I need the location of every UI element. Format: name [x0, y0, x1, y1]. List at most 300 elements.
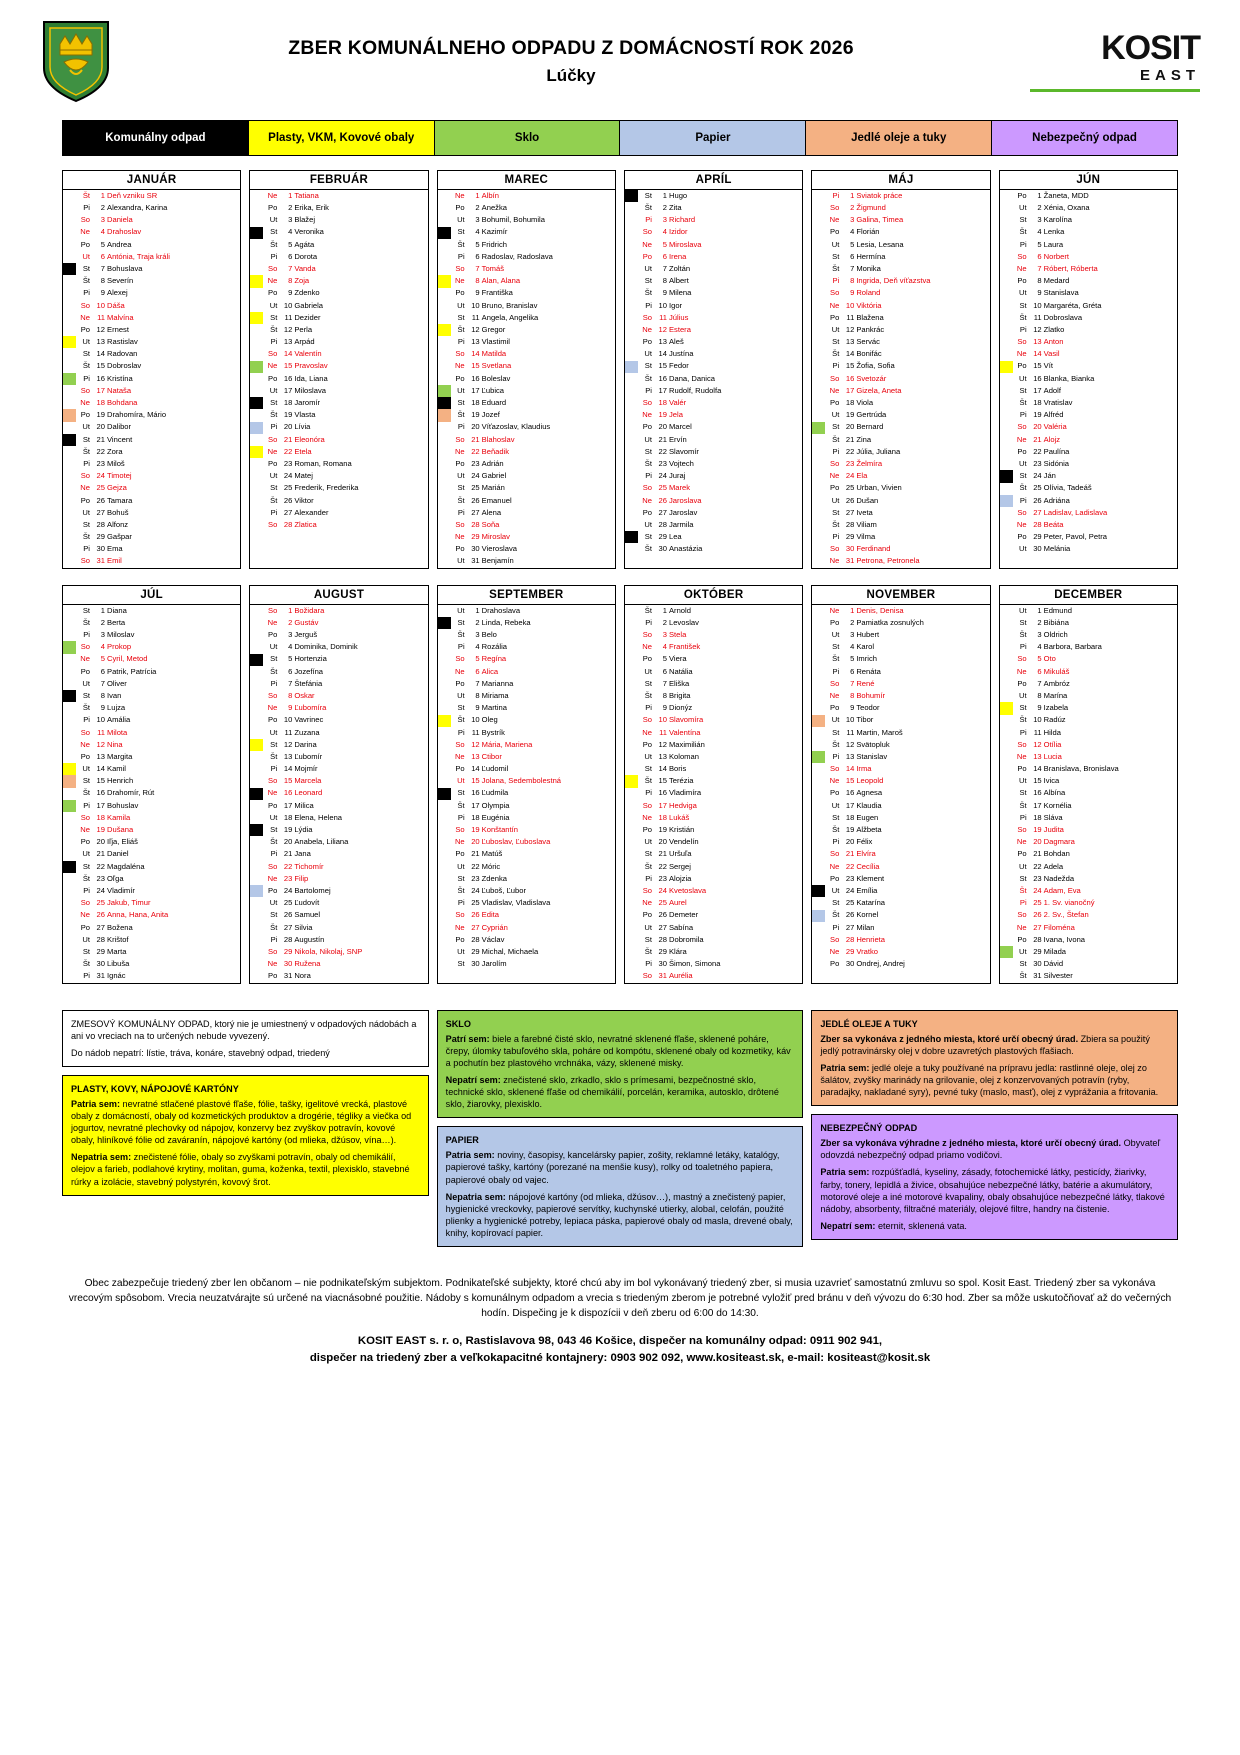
day-row [250, 849, 427, 861]
collection-mark-none [63, 934, 76, 946]
day-of-week: Pi [83, 288, 90, 298]
day-of-week: Pi [270, 422, 278, 432]
day-number: 13 [283, 751, 293, 761]
day-row [438, 495, 615, 507]
day-number: 21 [96, 434, 105, 444]
day-row [625, 483, 802, 495]
day-row [63, 715, 240, 727]
day-number: 20 [96, 422, 105, 432]
day-number: 25 [1033, 483, 1042, 493]
collection-mark-none [1000, 800, 1013, 812]
day-of-week: Ne [1016, 837, 1027, 847]
day-number: 15 [283, 776, 293, 786]
day-row [812, 251, 989, 263]
name-day: Olympia [481, 800, 510, 810]
name-day: Bartolomej [294, 885, 331, 895]
day-of-week: St [82, 605, 90, 615]
collection-mark-none [812, 214, 825, 226]
collection-mark-none [63, 483, 76, 495]
collection-mark-none [1000, 836, 1013, 848]
day-of-week: Ne [267, 703, 278, 713]
name-day: Adrián [481, 458, 504, 468]
day-of-week: Ut [82, 849, 90, 859]
day-of-week: St [270, 910, 278, 920]
day-row [812, 666, 989, 678]
collection-mark-none [812, 690, 825, 702]
collection-mark-none [1000, 348, 1013, 360]
day-number: 23 [96, 873, 105, 883]
day-number: 6 [850, 666, 855, 676]
day-row [63, 873, 240, 885]
collection-mark-none [625, 678, 638, 690]
day-number: 17 [471, 385, 480, 395]
day-row [625, 727, 802, 739]
day-row [1000, 702, 1177, 714]
day-row [250, 434, 427, 446]
collection-mark-komunalny [63, 861, 76, 873]
day-of-week: Št [82, 873, 90, 883]
day-of-week: Št [457, 630, 465, 640]
day-of-week: Pi [832, 837, 840, 847]
day-number: 31 [658, 971, 667, 981]
name-day: Alojz [1043, 434, 1061, 444]
collection-mark-none [1000, 605, 1013, 617]
day-of-week: Ut [1019, 605, 1027, 615]
name-day: Fridrich [481, 239, 507, 249]
day-number: 24 [96, 471, 105, 481]
day-row [438, 885, 615, 897]
day-of-week: So [268, 605, 278, 615]
day-of-week: Pi [1019, 239, 1027, 249]
day-number: 10 [845, 300, 855, 310]
name-day: Dominika, Dominik [294, 642, 358, 652]
day-of-week: Po [80, 837, 90, 847]
day-number: 16 [658, 788, 667, 798]
collection-mark-none [625, 739, 638, 751]
day-number: 22 [658, 861, 667, 871]
day-of-week: So [1017, 739, 1027, 749]
day-of-week: Št [832, 825, 840, 835]
day-number: 15 [658, 776, 667, 786]
day-number: 21 [471, 849, 480, 859]
collection-mark-none [438, 348, 451, 360]
day-row [812, 763, 989, 775]
day-number: 31 [96, 556, 105, 566]
collection-mark-komunalny [812, 885, 825, 897]
day-row [63, 556, 240, 568]
name-day: Marína [1043, 690, 1068, 700]
day-number: 17 [96, 800, 105, 810]
day-row [625, 885, 802, 897]
waste-type-legend [62, 120, 1178, 156]
name-day: Gabriela [294, 300, 324, 310]
name-day: Zuzana [294, 727, 320, 737]
name-day: Izidor [668, 227, 688, 237]
name-day: Vladislav, Vladislava [481, 898, 551, 908]
day-number: 10 [658, 715, 667, 725]
day-number: 25 [283, 898, 293, 908]
day-of-week: Št [82, 703, 90, 713]
day-row [812, 239, 989, 251]
collection-mark-komunalny [250, 227, 263, 239]
collection-mark-none [438, 678, 451, 690]
collection-mark-sklo [63, 373, 76, 385]
name-day: Kamil [107, 764, 126, 774]
collection-mark-none [812, 409, 825, 421]
day-row [438, 300, 615, 312]
name-day: Hubert [856, 630, 880, 640]
collection-mark-none [1000, 214, 1013, 226]
day-number: 22 [1033, 446, 1042, 456]
day-of-week: St [1019, 873, 1027, 883]
day-of-week: Ut [831, 630, 840, 640]
collection-mark-none [63, 654, 76, 666]
day-of-week: Št [457, 324, 465, 334]
day-number: 24 [658, 885, 667, 895]
day-of-week: Ut [269, 385, 278, 395]
day-number: 7 [1037, 263, 1042, 273]
day-row [438, 617, 615, 629]
name-day: Eleonóra [294, 434, 325, 444]
panel-paragraph: Zber sa vykonáva z jedného miesta, ktoré určí obecný úrad. Zbiera sa použitý jedlý potravinársky olej v dobre uzavretých plastových fľašiach. [820, 1033, 1150, 1056]
day-row [1000, 373, 1177, 385]
collection-mark-none [625, 788, 638, 800]
day-row [625, 495, 802, 507]
day-of-week: Po [80, 666, 90, 676]
name-day: Milan [856, 922, 875, 932]
name-day: Gejza [107, 483, 127, 493]
day-row [625, 702, 802, 714]
collection-mark-none [63, 312, 76, 324]
name-day: František [668, 642, 701, 652]
day-number: 29 [471, 532, 480, 542]
name-day: Daniela [107, 215, 133, 225]
day-row [250, 690, 427, 702]
day-of-week: So [455, 349, 465, 359]
collection-mark-none [812, 702, 825, 714]
day-row [250, 751, 427, 763]
day-row [438, 507, 615, 519]
day-number: 19 [845, 410, 855, 420]
day-number: 11 [659, 312, 667, 322]
day-number: 18 [845, 398, 855, 408]
collection-mark-papier [1000, 495, 1013, 507]
collection-mark-none [438, 824, 451, 836]
collection-mark-none [1000, 641, 1013, 653]
collection-mark-none [250, 605, 263, 617]
collection-mark-komunalny [438, 788, 451, 800]
day-row [625, 788, 802, 800]
collection-mark-plasty [438, 715, 451, 727]
name-day: Víťazoslav, Klaudius [481, 422, 551, 432]
legend-item-4: Jedlé oleje a tuky [806, 121, 992, 155]
day-row [63, 861, 240, 873]
day-row [438, 348, 615, 360]
day-number: 25 [96, 483, 105, 493]
collection-mark-none [250, 288, 263, 300]
day-number: 14 [658, 349, 667, 359]
day-of-week: St [644, 276, 652, 286]
day-of-week: Št [1019, 885, 1027, 895]
day-number: 13 [845, 751, 855, 761]
collection-mark-none [63, 214, 76, 226]
day-row [63, 897, 240, 909]
day-of-week: Ne [829, 471, 840, 481]
name-day: Viliam [856, 519, 877, 529]
day-number: 21 [1033, 849, 1042, 859]
collection-mark-none [625, 946, 638, 958]
collection-mark-none [812, 507, 825, 519]
day-of-week: Ne [829, 861, 840, 871]
collection-mark-none [625, 654, 638, 666]
collection-mark-komunalny [438, 397, 451, 409]
day-row [1000, 202, 1177, 214]
day-number: 3 [1037, 215, 1042, 225]
day-row [1000, 312, 1177, 324]
day-row [250, 958, 427, 970]
info-panels [62, 1010, 1178, 1247]
day-of-week: Pi [457, 642, 465, 652]
collection-mark-none [625, 885, 638, 897]
collection-mark-none [438, 849, 451, 861]
day-number: 2 [288, 203, 293, 213]
day-row [250, 470, 427, 482]
day-number: 24 [471, 885, 480, 895]
day-row [438, 958, 615, 970]
collection-mark-none [812, 556, 825, 568]
day-row [625, 458, 802, 470]
collection-mark-none [438, 495, 451, 507]
name-day: Tibor [856, 715, 874, 725]
day-number: 16 [1033, 788, 1042, 798]
month-title: FEBRUÁR [250, 171, 427, 190]
name-day: Bohdana [107, 398, 138, 408]
name-day: Tamara [107, 495, 133, 505]
day-of-week: Ut [82, 251, 90, 261]
name-day: Margaréta, Gréta [1043, 300, 1102, 310]
collection-mark-none [625, 239, 638, 251]
collection-mark-none [63, 605, 76, 617]
day-row [63, 373, 240, 385]
day-of-week: Ut [1019, 544, 1027, 554]
name-day: Eliška [668, 678, 690, 688]
day-number: 6 [475, 251, 480, 261]
collection-mark-none [250, 763, 263, 775]
day-number: 3 [662, 630, 667, 640]
collection-mark-none [812, 397, 825, 409]
day-of-week: Pi [270, 764, 278, 774]
day-row [250, 300, 427, 312]
name-day: Kvetoslava [668, 885, 707, 895]
day-number: 11 [471, 312, 480, 322]
day-of-week: Št [832, 263, 840, 273]
name-day: Bohdan [1043, 849, 1070, 859]
collection-mark-none [812, 227, 825, 239]
name-day: Vladimíra [668, 788, 702, 798]
day-row [438, 397, 615, 409]
day-number: 17 [845, 385, 855, 395]
day-number: 5 [1037, 239, 1042, 249]
day-row [438, 715, 615, 727]
name-day: Irma [856, 764, 872, 774]
day-of-week: Št [82, 190, 90, 200]
day-of-week: Ne [829, 215, 840, 225]
name-day: Blanka, Bianka [1043, 373, 1095, 383]
day-number: 24 [283, 885, 293, 895]
day-row [625, 897, 802, 909]
day-row [438, 629, 615, 641]
name-day: Diana [107, 605, 127, 615]
day-of-week: Ne [454, 837, 465, 847]
day-row [1000, 678, 1177, 690]
day-number: 8 [1037, 690, 1042, 700]
day-of-week: Ne [80, 227, 90, 237]
collection-mark-none [1000, 543, 1013, 555]
day-number: 28 [658, 519, 667, 529]
collection-mark-none [625, 434, 638, 446]
name-day: 2. Sv., Štefan [1043, 910, 1089, 920]
day-of-week: Po [1017, 446, 1027, 456]
day-row [1000, 385, 1177, 397]
name-day: Vieroslava [481, 544, 517, 554]
calendar-grid [62, 170, 1178, 984]
day-of-week: St [270, 398, 278, 408]
day-of-week: Pi [832, 190, 840, 200]
day-of-week: St [644, 678, 652, 688]
day-row [1000, 836, 1177, 848]
day-of-week: Pi [1019, 495, 1027, 505]
name-day: Albert [668, 276, 689, 286]
day-of-week: Št [832, 434, 840, 444]
day-of-week: St [644, 764, 652, 774]
day-row [438, 239, 615, 251]
day-row [1000, 690, 1177, 702]
day-row [1000, 275, 1177, 287]
day-number: 25 [471, 483, 480, 493]
day-row [812, 361, 989, 373]
collection-mark-none [625, 483, 638, 495]
panel-paragraph: Patria sem: rozpúšťadlá, kyseliny, zásady, fotochemické látky, pesticídy, žiarivky, farby, tonery, lepidlá a živice, obsahujúce nebezpečné látky, batérie a akumulátory, motorové oleje a iné motorové kvapaliny, obaly obsahujúce nebezpečné látky, tlakové nádoby, absorbenty, filtračné materiály, olejové filtre, handry na čistenie. [820, 1167, 1165, 1214]
day-number: 4 [850, 642, 855, 652]
name-day: Emanuel [481, 495, 512, 505]
day-of-week: St [457, 873, 465, 883]
day-number: 9 [100, 703, 105, 713]
name-day: Olívia, Tadeáš [1043, 483, 1092, 493]
day-row [1000, 970, 1177, 982]
day-row [812, 312, 989, 324]
day-number: 29 [283, 946, 293, 956]
collection-mark-none [63, 702, 76, 714]
day-of-week: So [642, 800, 652, 810]
name-day: Alfréd [1043, 410, 1064, 420]
day-number: 30 [845, 959, 855, 969]
day-number: 19 [1033, 410, 1042, 420]
day-of-week: Ut [831, 239, 840, 249]
month-máj [811, 170, 990, 569]
collection-mark-none [438, 641, 451, 653]
collection-mark-none [625, 922, 638, 934]
collection-mark-none [250, 910, 263, 922]
name-day: Ida, Liana [294, 373, 328, 383]
collection-mark-none [812, 641, 825, 653]
day-row [1000, 922, 1177, 934]
header-titles [112, 37, 1030, 86]
collection-mark-none [438, 251, 451, 263]
day-number: 26 [283, 910, 293, 920]
day-row [812, 690, 989, 702]
collection-mark-papier [250, 422, 263, 434]
collection-mark-none [250, 702, 263, 714]
name-day: Edita [481, 910, 499, 920]
day-row [438, 861, 615, 873]
day-of-week: Pi [457, 337, 465, 347]
collection-mark-none [625, 300, 638, 312]
day-of-week: Št [644, 605, 652, 615]
collection-mark-none [438, 727, 451, 739]
day-row [438, 190, 615, 202]
day-of-week: Pi [83, 800, 90, 810]
day-number: 19 [471, 825, 480, 835]
name-day: Tichomír [294, 861, 324, 871]
kosit-logo [1030, 28, 1200, 92]
name-day: Boris [668, 764, 687, 774]
name-day: Bohumír [856, 690, 886, 700]
day-number: 3 [1037, 630, 1042, 640]
name-day: Jakub, Timur [107, 898, 151, 908]
name-day: Dobroslav [107, 361, 142, 371]
day-number: 12 [845, 739, 855, 749]
name-day: Gertrúda [856, 410, 887, 420]
collection-mark-none [1000, 373, 1013, 385]
day-number: 1 [475, 605, 480, 615]
day-number: 30 [283, 959, 293, 969]
day-of-week: Ne [267, 276, 278, 286]
day-row [812, 812, 989, 824]
day-of-week: So [80, 300, 90, 310]
collection-mark-none [1000, 873, 1013, 885]
day-of-week: Ne [267, 190, 278, 200]
collection-mark-none [63, 190, 76, 202]
day-row [250, 812, 427, 824]
day-number: 23 [1033, 873, 1042, 883]
panel-title: PAPIER [445, 1135, 479, 1146]
name-day: Žigmund [856, 203, 886, 213]
day-of-week: So [80, 385, 90, 395]
day-of-week: So [1017, 337, 1027, 347]
day-row [63, 300, 240, 312]
name-day: Cyprián [481, 922, 508, 932]
day-of-week: Št [832, 739, 840, 749]
name-day: Ľubica [481, 385, 505, 395]
collection-mark-none [438, 543, 451, 555]
day-of-week: Ut [269, 812, 278, 822]
name-day: Zlatko [1043, 324, 1065, 334]
day-row [812, 483, 989, 495]
day-of-week: Ut [82, 337, 90, 347]
day-number: 21 [283, 849, 293, 859]
collection-mark-none [812, 958, 825, 970]
day-number: 15 [845, 361, 855, 371]
name-day: Matúš [481, 849, 503, 859]
day-number: 30 [471, 544, 480, 554]
day-of-week: St [270, 312, 278, 322]
panel-title: JEDLÉ OLEJE A TUKY [820, 1018, 918, 1029]
month-august [249, 585, 428, 984]
day-row [438, 227, 615, 239]
name-day: Gustáv [294, 617, 319, 627]
day-row [63, 727, 240, 739]
day-row [250, 324, 427, 336]
